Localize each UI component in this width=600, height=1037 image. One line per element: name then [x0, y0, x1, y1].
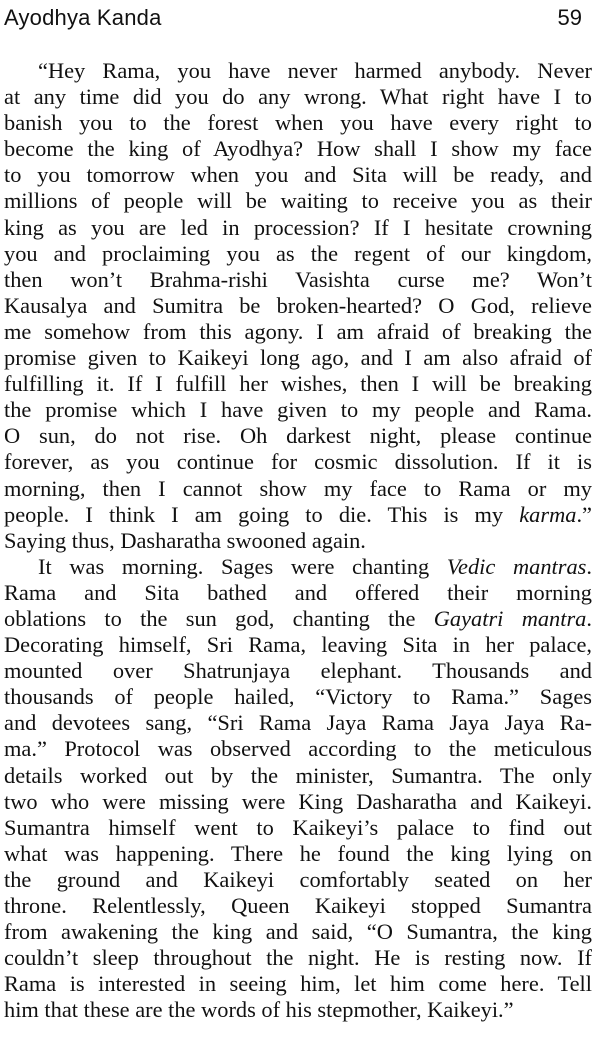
- text-line: It was morning. Sages were chanting Vedic mantras.: [38, 553, 592, 579]
- text-line: king as you are led in procession? If I hesitate crowning: [4, 214, 592, 240]
- text-line: you and proclaiming you as the regent of our kingdom,: [4, 240, 592, 266]
- text-line: then won’t Brahma-rishi Vasishta curse me? Won’t: [4, 266, 592, 292]
- paragraph-2: [4, 554, 592, 1024]
- italic-term: Gayatri mantra: [433, 605, 587, 631]
- text-line: O sun, do not rise. Oh darkest night, please continue: [4, 423, 592, 449]
- text-line: Rama and Sita bathed and offered their morning: [4, 579, 592, 605]
- text-line: what was happening. There he found the king lying on: [4, 840, 592, 866]
- paragraph-1: [4, 58, 592, 554]
- text-line: me somehow from this agony. I am afraid of breaking the: [4, 318, 592, 344]
- chapter-title: Ayodhya Kanda: [4, 5, 162, 30]
- italic-term: Vedic mantras: [446, 553, 587, 579]
- text-line: fulfilling it. If I fulfill her wishes, then I will be breaking: [4, 371, 592, 397]
- text-line: at any time did you do any wrong. What right have I to: [4, 84, 592, 110]
- text-line: Decorating himself, Sri Rama, leaving Sita in her palace,: [4, 632, 592, 658]
- text-line: throne. Relentlessly, Queen Kaikeyi stopped Sumantra: [4, 893, 592, 918]
- body-text: [4, 58, 592, 1023]
- text-line: the promise which I have given to my people and Rama.: [4, 397, 592, 423]
- text-line: and devotees sang, “Sri Rama Jaya Rama Jaya Jaya Ra-: [4, 710, 592, 736]
- text-line: morning, then I cannot show my face to Rama or my: [4, 475, 592, 501]
- text-line: Kausalya and Sumitra be broken-hearted? O God, relieve: [4, 292, 592, 318]
- text-line: thousands of people hailed, “Victory to Rama.” Sages: [4, 684, 592, 710]
- text-line: the ground and Kaikeyi comfortably seated on her: [4, 866, 592, 892]
- text-line: ma.” Protocol was observed according to the meticulous: [4, 736, 592, 762]
- text-line: couldn’t sleep throughout the night. He is resting now. If: [4, 945, 592, 971]
- text-line: details worked out by the minister, Sumantra. The only: [4, 762, 592, 788]
- text-line: Saying thus, Dasharatha swooned again.: [4, 527, 366, 553]
- text-line: Sumantra himself went to Kaikeyi’s palace to find out: [4, 814, 592, 840]
- text-line: two who were missing were King Dasharatha and Kaikeyi.: [4, 788, 592, 814]
- page-number: 59: [557, 5, 582, 30]
- text-line: oblations to the sun god, chanting the Gayatri mantra.: [4, 605, 592, 631]
- text-line: people. I think I am going to die. This is my karma.”: [4, 501, 592, 527]
- text-line: to you tomorrow when you and Sita will be ready, and: [4, 162, 592, 188]
- running-head: [4, 4, 590, 32]
- text-line: forever, as you continue for cosmic dissolution. If it is: [4, 449, 592, 475]
- text-line: become the king of Ayodhya? How shall I show my face: [4, 136, 592, 162]
- text-line: “Hey Rama, you have never harmed anybody. Never: [38, 58, 592, 83]
- text-line: from awakening the king and said, “O Sumantra, the king: [4, 919, 592, 945]
- text-line: millions of people will be waiting to receive you as their: [4, 188, 592, 214]
- italic-term: karma: [519, 501, 577, 527]
- text-line: banish you to the forest when you have every right to: [4, 110, 592, 136]
- text-line: Rama is interested in seeing him, let him come here. Tell: [4, 971, 592, 997]
- text-line: mounted over Shatrunjaya elephant. Thousands and: [4, 658, 592, 684]
- text-line: promise given to Kaikeyi long ago, and I am also afraid of: [4, 345, 592, 371]
- text-line: him that these are the words of his stepmother, Kaikeyi.”: [4, 997, 514, 1023]
